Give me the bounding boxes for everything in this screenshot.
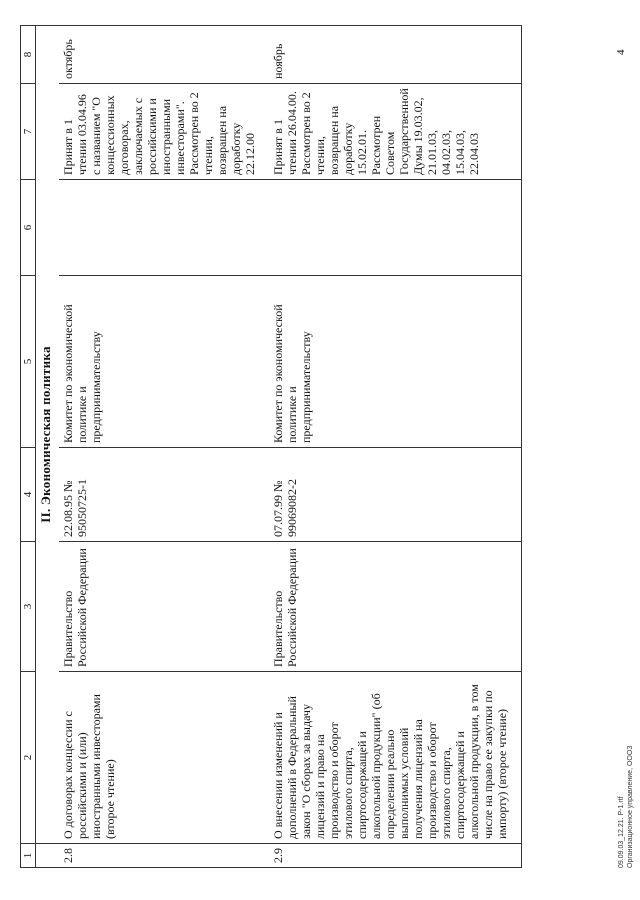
registration: 22.08.95 № 95050725-1: [59, 448, 269, 542]
column-number: 4: [21, 448, 36, 542]
responsible-committee: Комитет по экономической политике и предпринимательству: [59, 276, 269, 448]
column-number: 7: [21, 84, 36, 180]
planned-month: октябрь: [59, 26, 269, 84]
bill-title: О внесении изменений и дополнений в Федеральный закон "О сборах за выдачу лицензий и право на производство и оборот этилового спирта, спиртосодержащей и алкогольной продукции" (об определении реально выполнимых условий получения лицензий на производство и оборот этилового спирта, спиртосодержащей и алкогольной продукции, в том числе на право ее закупки по импорту) (второе чтение): [269, 672, 522, 844]
page-number: 4: [615, 49, 627, 55]
initiator: Правительство Российской Федерации: [59, 542, 269, 672]
footer: [617, 745, 635, 868]
bill-title: О договорах концессии с российскими и (или) иностранными инвесторами (второе чтение): [59, 672, 269, 844]
column-number: 5: [21, 276, 36, 448]
table-row: [269, 26, 522, 868]
column-numbers-row: [21, 26, 36, 868]
responsible-committee: Комитет по экономической политике и предпринимательству: [269, 276, 522, 448]
column-number: 8: [21, 26, 36, 84]
footer-department: Организационное управление, ОООЗ: [627, 745, 634, 868]
empty-cell: [59, 180, 269, 276]
row-number: 2.9: [269, 844, 522, 868]
registration: 07.07.99 № 99069082-2: [269, 448, 522, 542]
table-row: [59, 26, 269, 868]
footer-filename: 09.09.03_12.21. P-1.rtf: [618, 796, 625, 868]
bills-table: [20, 25, 522, 868]
section-row: [36, 26, 60, 868]
status-history: Принят в 1 чтении 26.04.00. Рассмотрен во 2 чтении, возвращен на доработку 15.02.01. Рассмотрен Советом Государственной Думы 19.03.02, 21.01.03, 04.02.03, 15.04.03, 22.04.03: [269, 84, 522, 180]
column-number: 1: [21, 844, 36, 868]
empty-cell: [269, 180, 522, 276]
status-history: Принят в 1 чтении 03.04.96 с названием "О концессионных договорах, заключаемых с российскими и иностранными инвесторами". Рассмотрен во 2 чтении, возвращен на доработку 22.12.00: [59, 84, 269, 180]
column-number: 6: [21, 180, 36, 276]
column-number: 3: [21, 542, 36, 672]
planned-month: ноябрь: [269, 26, 522, 84]
initiator: Правительство Российской Федерации: [269, 542, 522, 672]
section-title: II. Экономическая политика: [36, 26, 60, 844]
column-number: 2: [21, 672, 36, 844]
row-number: 2.8: [59, 844, 269, 868]
